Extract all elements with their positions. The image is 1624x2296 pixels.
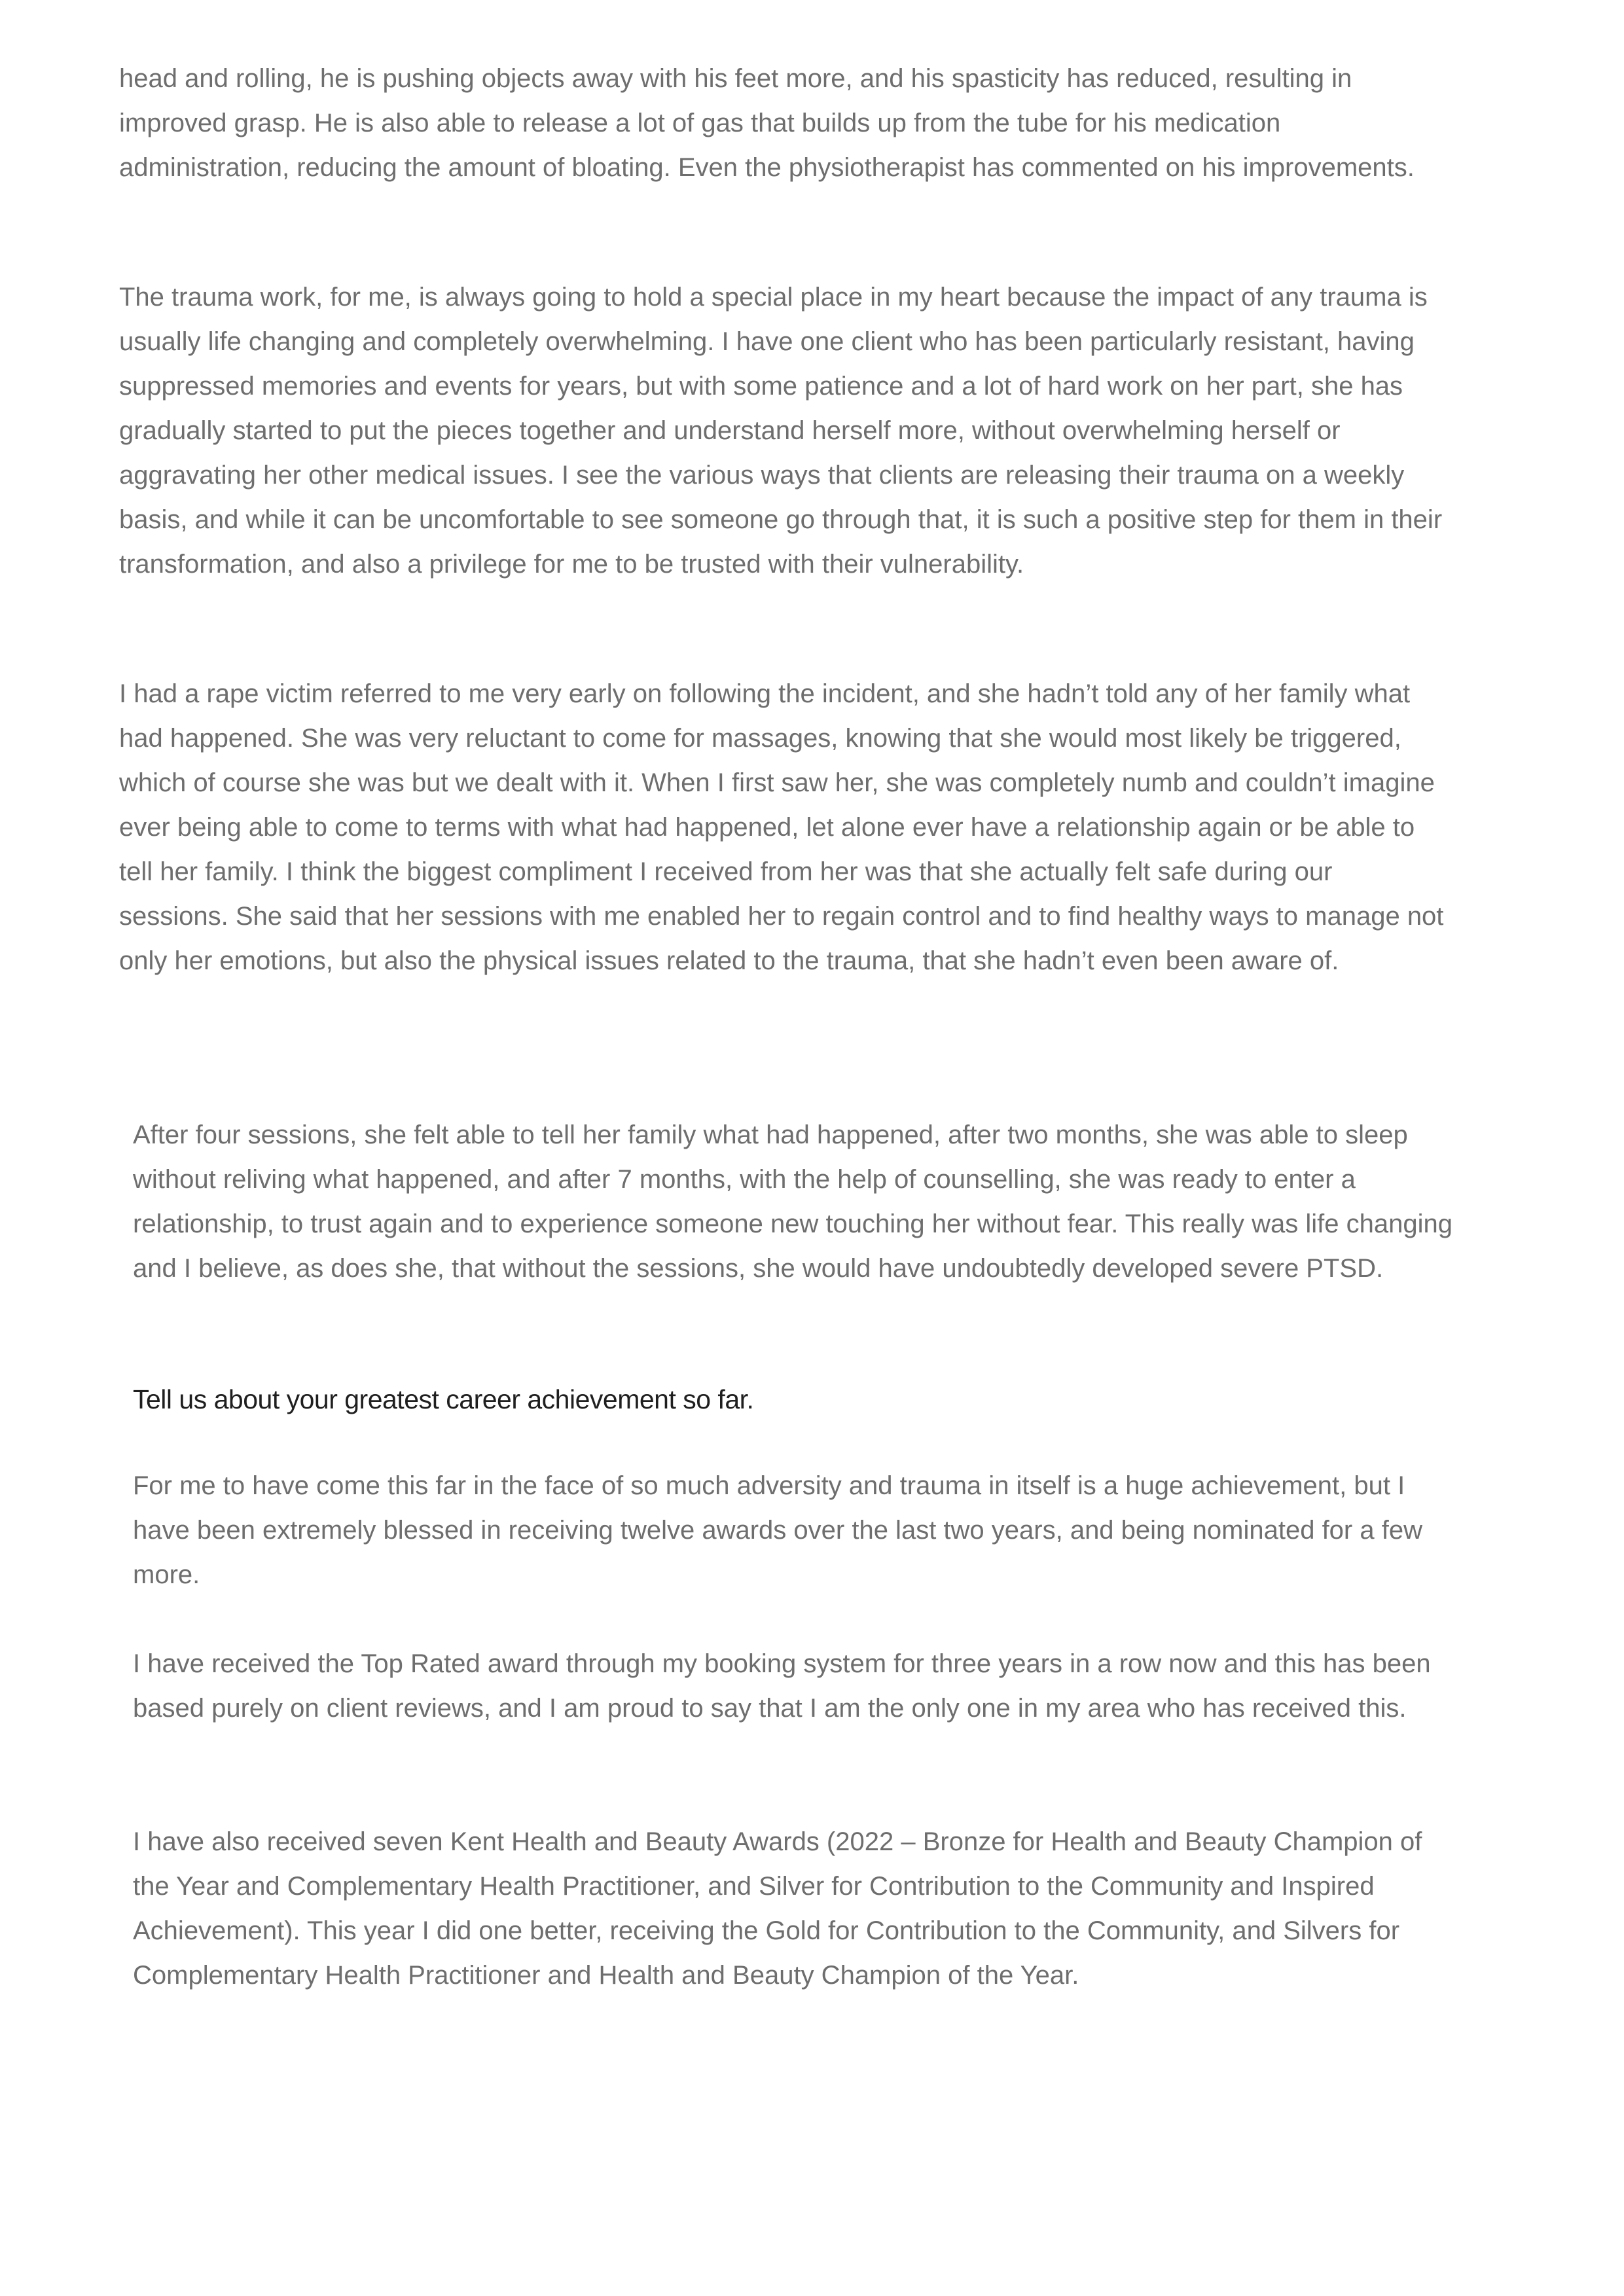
question-heading-career-achievement: Tell us about your greatest career achievement so far. xyxy=(133,1384,754,1414)
paragraph-top-rated-award: I have received the Top Rated award through my booking system for three years in a row now and this has been based purely on client reviews, and I am proud to say that I am the only one in my area who has received this. xyxy=(133,1649,1431,1723)
paragraph-trauma-work: The trauma work, for me, is always going to hold a special place in my heart because the impact of any trauma is usually life changing and completely overwhelming. I have one client who has been particularly resistant, having suppressed memories and events for years, but with some patience and a lot of hard work on her part, she has gradually started to put the pieces together and understand herself more, without overwhelming herself or aggravating her other medical issues. I see the various ways that clients are releasing their trauma on a weekly basis, and while it can be uncomfortable to see someone go through that, it is such a positive step for them in their transformation, and also a privilege for me to be trusted with their vulnerability. xyxy=(119,283,1443,579)
paragraph-rape-victim-case: I had a rape victim referred to me very early on following the incident, and she hadn’t told any of her family what had happened. She was very reluctant to come for massages, knowing that she would most likely be triggered, which of course she was but we dealt with it. When I first saw her, she was completely numb and couldn’t imagine ever being able to come to terms with what had happened, let alone ever have a relationship again or be able to tell her family. I think the biggest compliment I received from her was that she actually felt safe during our sessions. She said that her sessions with me enabled her to regain control and to find healthy ways to manage not only her emotions, but also the physical issues related to the trauma, that she hadn’t even been aware of. xyxy=(119,679,1444,975)
paragraph-adversity-awards: For me to have come this far in the face of so much adversity and trauma in itself is a huge achievement, but I have been extremely blessed in receiving twelve awards over the last two years, and being nominated for a few more. xyxy=(133,1471,1422,1589)
paragraph-patient-improvements: head and rolling, he is pushing objects away with his feet more, and his spasticity has reduced, resulting in improved grasp. He is also able to release a lot of gas that builds up from the tube for his medication administration, reducing the amount of bloating. Even the physiotherapist has commented on his improvements. xyxy=(119,64,1415,182)
paragraph-four-sessions: After four sessions, she felt able to tell her family what had happened, after two months, she was able to sleep without reliving what happened, and after 7 months, with the help of counselling, she was ready to enter a relationship, to trust again and to experience someone new touching her without fear. This really was life changing and I believe, as does she, that without the sessions, she would have undoubtedly developed severe PTSD. xyxy=(133,1121,1453,1283)
paragraph-kent-health-beauty-awards: I have also received seven Kent Health and Beauty Awards (2022 – Bronze for Health and Beauty Champion of the Year and Complementary Health Practitioner, and Silver for Contribution to the Community and Inspired Achievement). This year I did one better, receiving the Gold for Contribution to the Community, and Silvers for Complementary Health Practitioner and Health and Beauty Champion of the Year. xyxy=(133,1827,1422,1990)
